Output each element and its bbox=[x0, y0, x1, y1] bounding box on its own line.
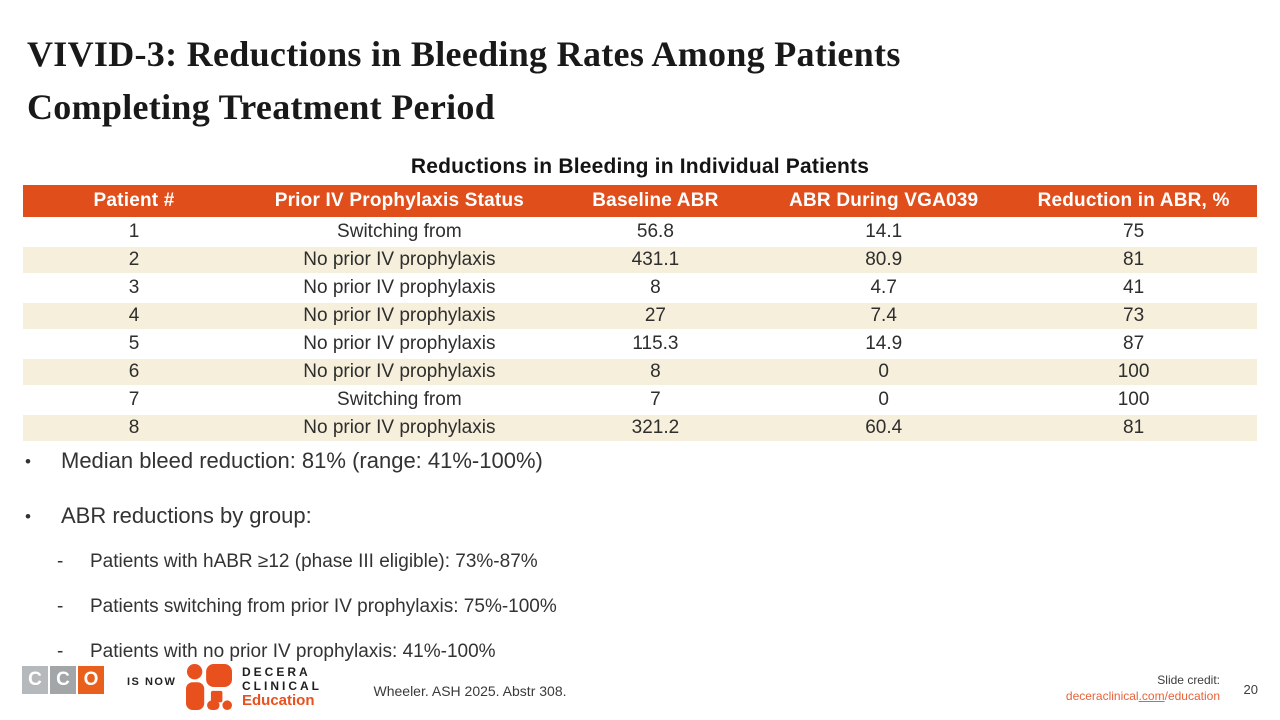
table-row bbox=[23, 274, 1257, 302]
sub-bullet-item bbox=[57, 551, 1175, 573]
table-row bbox=[23, 218, 1257, 246]
table-cell: No prior IV prophylaxis bbox=[245, 414, 554, 442]
table-header-row bbox=[23, 185, 1257, 218]
bullet-text: Median bleed reduction: 81% (range: 41%-100%) bbox=[61, 448, 543, 473]
column-header: ABR During VGA039 bbox=[757, 185, 1010, 218]
table-title: Reductions in Bleeding in Individual Patients bbox=[410, 155, 870, 178]
decera-logo-icon bbox=[186, 664, 232, 710]
is-now-label: IS NOW bbox=[127, 676, 177, 688]
decera-education-label: Education bbox=[242, 692, 315, 709]
patients-table bbox=[23, 185, 1257, 443]
table-cell: Switching from bbox=[245, 218, 554, 246]
column-header: Patient # bbox=[23, 185, 245, 218]
sub-bullet-list bbox=[57, 551, 1175, 663]
cco-logo-letter: C bbox=[50, 666, 76, 694]
sub-bullet-text: Patients with hABR ≥12 (phase III eligible): 73%-87% bbox=[90, 551, 538, 572]
dash-marker: - bbox=[57, 596, 64, 617]
bullet-text: ABR reductions by group: bbox=[61, 503, 312, 528]
cco-logo bbox=[22, 666, 104, 694]
sub-bullet-item bbox=[57, 596, 1175, 618]
table-row bbox=[23, 246, 1257, 274]
table-cell: 7 bbox=[554, 386, 758, 414]
table-cell: Switching from bbox=[245, 386, 554, 414]
table-cell: 7.4 bbox=[757, 302, 1010, 330]
sub-bullet-text: Patients switching from prior IV prophylaxis: 75%-100% bbox=[90, 596, 557, 617]
slide-credit bbox=[1066, 672, 1220, 704]
table-row bbox=[23, 386, 1257, 414]
bullet-list bbox=[25, 448, 1175, 686]
table-cell: No prior IV prophylaxis bbox=[245, 302, 554, 330]
column-header: Reduction in ABR, % bbox=[1010, 185, 1257, 218]
slide-title-line1: VIVID-3: Reductions in Bleeding Rates Among Patients bbox=[27, 34, 901, 74]
table-cell: 81 bbox=[1010, 246, 1257, 274]
bullet-marker: • bbox=[25, 507, 31, 526]
cco-logo-letter: O bbox=[78, 666, 104, 694]
table-cell: 100 bbox=[1010, 358, 1257, 386]
slide-credit-link-text: deceraclinical bbox=[1065, 689, 1139, 703]
table-cell: No prior IV prophylaxis bbox=[245, 246, 554, 274]
slide-credit-label: Slide credit: bbox=[1157, 673, 1220, 687]
page-number: 20 bbox=[1243, 682, 1258, 697]
decera-logo-text bbox=[242, 665, 322, 708]
table-cell: 4 bbox=[23, 302, 245, 330]
table-cell: 56.8 bbox=[554, 218, 758, 246]
table-cell: 115.3 bbox=[554, 330, 758, 358]
table-cell: 4.7 bbox=[757, 274, 1010, 302]
slide-credit-link[interactable] bbox=[1066, 689, 1220, 703]
table-row bbox=[23, 330, 1257, 358]
dash-marker: - bbox=[57, 551, 64, 572]
table-cell: 0 bbox=[757, 358, 1010, 386]
table-cell: No prior IV prophylaxis bbox=[245, 358, 554, 386]
bullet-marker: • bbox=[25, 452, 31, 471]
sub-bullet-text: Patients with no prior IV prophylaxis: 41%-100% bbox=[90, 641, 496, 662]
table-cell: 60.4 bbox=[757, 414, 1010, 442]
footer bbox=[0, 658, 1280, 720]
table-cell: 321.2 bbox=[554, 414, 758, 442]
table-cell: No prior IV prophylaxis bbox=[245, 274, 554, 302]
table-cell: 14.9 bbox=[757, 330, 1010, 358]
decera-brand-line: CLINICAL bbox=[242, 679, 322, 693]
cco-logo-letter: C bbox=[22, 666, 48, 694]
table-cell: 81 bbox=[1010, 414, 1257, 442]
table-cell: 5 bbox=[23, 330, 245, 358]
table-cell: 2 bbox=[23, 246, 245, 274]
decera-brand-line: DECERA bbox=[242, 665, 311, 679]
table-cell: 8 bbox=[554, 274, 758, 302]
table-cell: 0 bbox=[757, 386, 1010, 414]
column-header: Prior IV Prophylaxis Status bbox=[245, 185, 554, 218]
table-row bbox=[23, 414, 1257, 442]
table-row bbox=[23, 302, 1257, 330]
table-cell: 73 bbox=[1010, 302, 1257, 330]
table-cell: 8 bbox=[554, 358, 758, 386]
table-cell: No prior IV prophylaxis bbox=[245, 330, 554, 358]
table-header bbox=[23, 185, 1257, 218]
table-cell: 80.9 bbox=[757, 246, 1010, 274]
table-cell: 75 bbox=[1010, 218, 1257, 246]
column-header: Baseline ABR bbox=[554, 185, 758, 218]
slide-title-line2: Completing Treatment Period bbox=[27, 87, 496, 127]
table-cell: 41 bbox=[1010, 274, 1257, 302]
slide-credit-link-text: .com bbox=[1138, 689, 1165, 703]
table-cell: 100 bbox=[1010, 386, 1257, 414]
table-body bbox=[23, 218, 1257, 442]
bullet-item bbox=[25, 448, 1175, 474]
table-cell: 6 bbox=[23, 358, 245, 386]
table-cell: 431.1 bbox=[554, 246, 758, 274]
citation: Wheeler. ASH 2025. Abstr 308. bbox=[373, 683, 567, 699]
table-cell: 7 bbox=[23, 386, 245, 414]
slide-title bbox=[27, 28, 1187, 134]
table-cell: 1 bbox=[23, 218, 245, 246]
table-cell: 3 bbox=[23, 274, 245, 302]
slide-credit-link-text: /education bbox=[1164, 689, 1220, 703]
dash-marker: - bbox=[57, 641, 64, 662]
table-cell: 8 bbox=[23, 414, 245, 442]
bullet-item bbox=[25, 503, 1175, 529]
table-row bbox=[23, 358, 1257, 386]
table-cell: 27 bbox=[554, 302, 758, 330]
table-cell: 14.1 bbox=[757, 218, 1010, 246]
table-cell: 87 bbox=[1010, 330, 1257, 358]
